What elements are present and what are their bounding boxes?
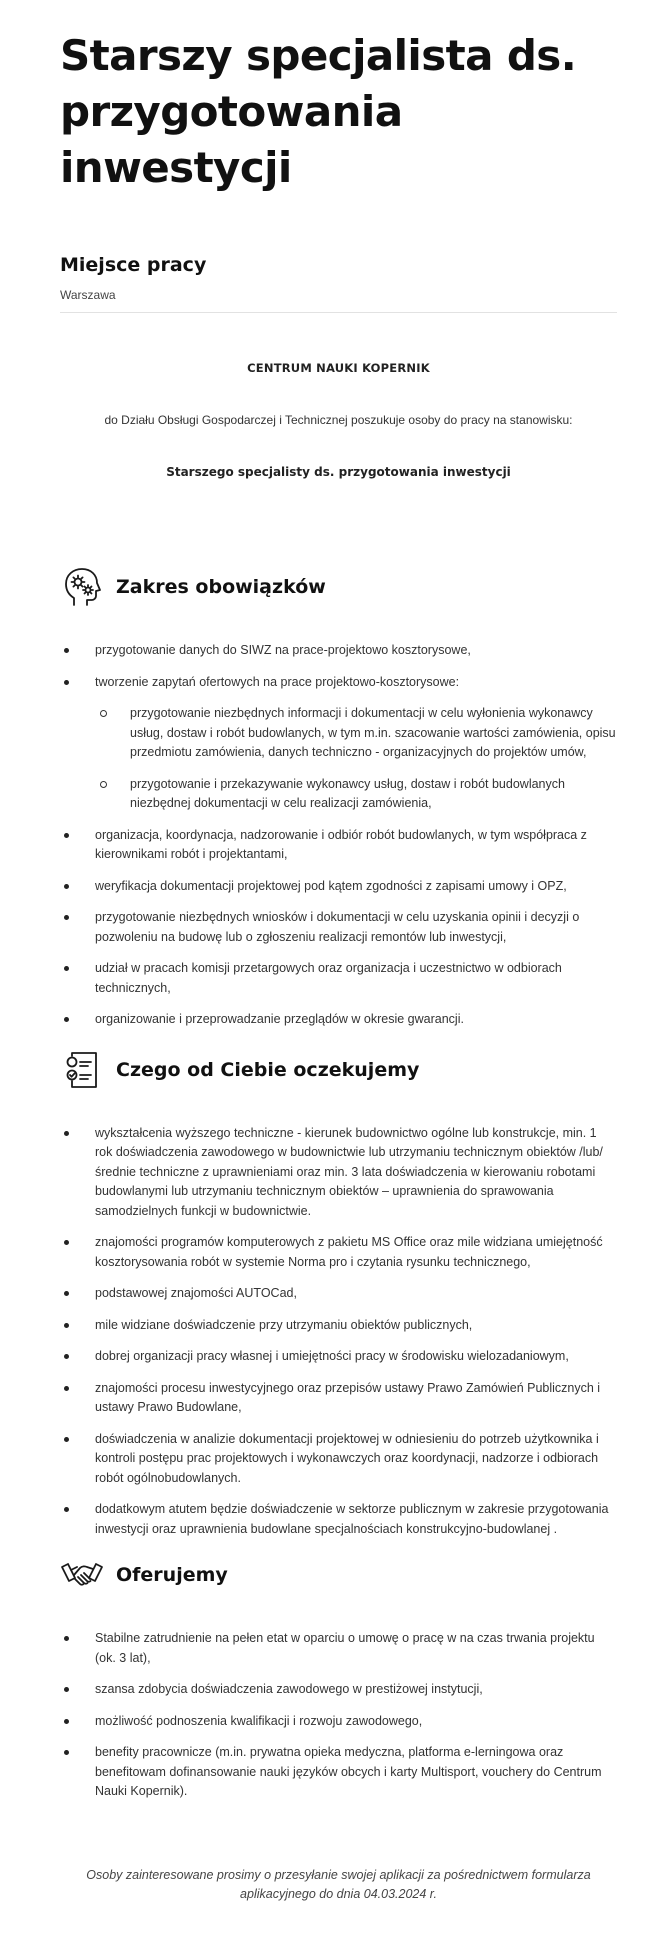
sublist-item: przygotowanie niezbędnych informacji i dokumentacji w celu wyłonienia wykonawcy usług, dostaw i robót budowlanych, w tym m.in. szacowanie wartości zamówienia, opisu przedmiotu zamówienia, danych techniczno - organizacyjnych do projektów umów, <box>95 704 617 763</box>
duties-title: Zakres obowiązków <box>116 576 326 598</box>
duties-list <box>60 641 617 1030</box>
list-item: możliwość podnoszenia kwalifikacji i rozwoju zawodowego, <box>60 1712 617 1732</box>
list-item: weryfikacja dokumentacji projektowej pod kątem zgodności z zapisami umowy i OPZ, <box>60 877 617 897</box>
sublist-item: przygotowanie i przekazywanie wykonawcy usług, dostaw i robót budowlanych niezbędnej dokumentacji w celu realizacji zamówienia, <box>95 775 617 814</box>
duties-sublist <box>95 704 617 814</box>
application-note: Osoby zainteresowane prosimy o przesyłanie swojej aplikacji za pośrednictwem formularza aplikacyjnego do dnia 04.03.2024 r. <box>86 1868 591 1901</box>
list-item: wykształcenia wyższego techniczne - kierunek budownictwo ogólne lub konstrukcje, min. 1 rok doświadczenia zawodowego w budownictwie lub utrzymaniu technicznym obiektów /lub/ średnie techniczne z uprawnieniami oraz min. 3 lata doświadczenia w kierowaniu robotami budowlanymi lub utrzymaniu technicznym obiektów – uprawnienia do sprawowania samodzielnych funkcji w budownictwie. <box>60 1124 617 1222</box>
list-item-text: tworzenie zapytań ofertowych na prace projektowo-kosztorysowe: <box>95 674 460 689</box>
position-name: Starszego specjalisty ds. przygotowania inwestycji <box>166 465 511 479</box>
list-item: Stabilne zatrudnienie na pełen etat w oparciu o umowę o pracę w na czas trwania projektu (ok. 3 lat), <box>60 1629 617 1668</box>
list-item: mile widziane doświadczenie przy utrzymaniu obiektów publicznych, <box>60 1316 617 1336</box>
checklist-icon <box>60 1048 104 1092</box>
requirements-list <box>60 1124 617 1540</box>
job-posting <box>60 0 617 1814</box>
list-item: doświadczenia w analizie dokumentacji projektowej w odniesieniu do potrzeb użytkownika i kontroli postępu prac projektowych i wykonawczych oraz koordynacji, nadzorze i odbiorach robót ogólnobudowlanych. <box>60 1430 617 1489</box>
list-item: organizacja, koordynacja, nadzorowanie i odbiór robót budowlanych, w tym współpraca z kierownikami robót i projektantami, <box>60 826 617 865</box>
list-item: przygotowanie danych do SIWZ na prace-projektowo kosztorysowe, <box>60 641 617 661</box>
requirements-section-header <box>60 1048 617 1092</box>
requirements-title: Czego od Ciebie oczekujemy <box>116 1058 420 1081</box>
list-item: podstawowej znajomości AUTOCad, <box>60 1284 617 1304</box>
list-item: udział w pracach komisji przetargowych oraz organizacja i uczestnictwo w odbiorach technicznych, <box>60 959 617 998</box>
list-item: przygotowanie niezbędnych wniosków i dokumentacji w celu uzyskania opinii i decyzji o pozwoleniu na budowę lub o zgłoszeniu realizacji remontów lub inwestycji, <box>60 908 617 947</box>
handshake-icon <box>60 1553 104 1597</box>
offer-section-header <box>60 1553 617 1597</box>
job-title: Starszy specjalista ds. przygotowania inwestycji <box>60 31 577 192</box>
list-item: znajomości programów komputerowych z pakietu MS Office oraz mile widziana umiejętność kosztorysowania robót w systemie Norma pro i czytania rysunku technicznego, <box>60 1233 617 1272</box>
list-item: szansa zdobycia doświadczenia zawodowego w prestiżowej instytucji, <box>60 1680 617 1700</box>
list-item: organizowanie i przeprowadzanie przeglądów w okresie gwarancji. <box>60 1010 617 1030</box>
intro-text: do Działu Obsługi Gospodarczej i Technicznej poszukuje osoby do pracy na stanowisku: <box>104 413 573 427</box>
list-item: dodatkowym atutem będzie doświadczenie w sektorze publicznym w zakresie przygotowania inwestycji oraz uprawnienia budowlane specjalnościach konstrukcyjno-budowlanej . <box>60 1500 617 1539</box>
list-item <box>60 673 617 814</box>
duties-section-header <box>60 565 617 609</box>
list-item: dobrej organizacji pracy własnej i umiejętności pracy w środowisku wielozadaniowym, <box>60 1347 617 1367</box>
location-heading: Miejsce pracy <box>60 254 207 276</box>
location-value: Warszawa <box>60 288 617 313</box>
organization-name: CENTRUM NAUKI KOPERNIK <box>247 361 430 375</box>
offer-list <box>60 1629 617 1802</box>
offer-title: Oferujemy <box>116 1564 228 1586</box>
list-item: benefity pracownicze (m.in. prywatna opieka medyczna, platforma e-lerningowa oraz benefitowam dofinansowanie nauki języków obcych i karty Multisport, vouchery do Centrum Nauki Kopernik). <box>60 1743 617 1802</box>
list-item: znajomości procesu inwestycyjnego oraz przepisów ustawy Prawo Zamówień Publicznych i ustawy Prawo Budowlane, <box>60 1379 617 1418</box>
gears-head-icon <box>60 565 104 609</box>
